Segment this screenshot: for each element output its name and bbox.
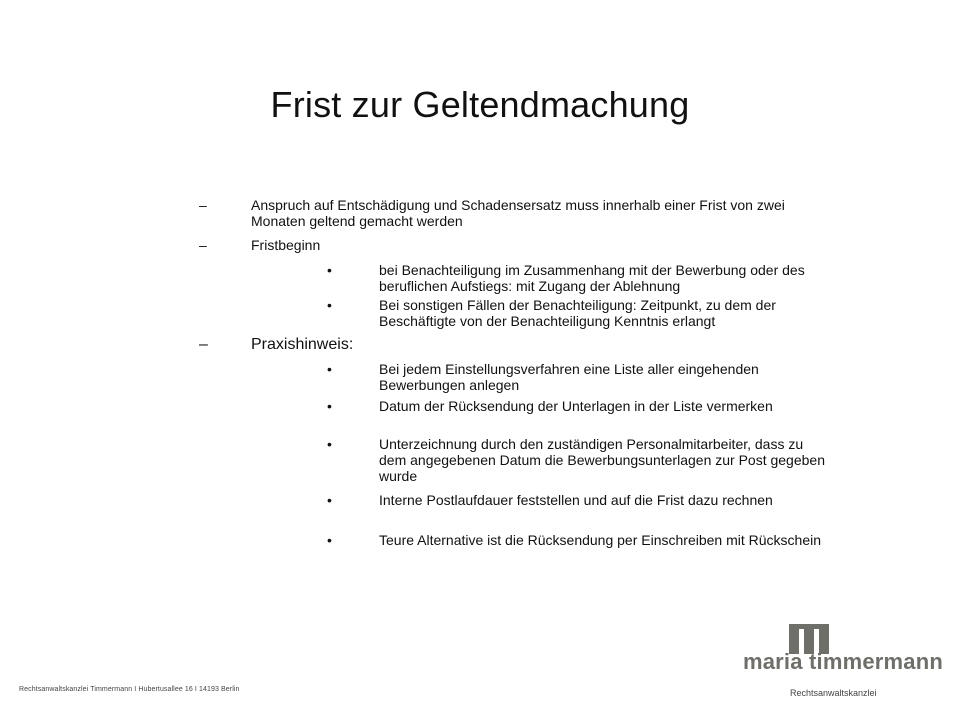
firm-logo (738, 622, 948, 682)
slide-title: Frist zur Geltendmachung (270, 84, 690, 125)
list-item-text: Fristbeginn (251, 237, 321, 253)
list-item-text: Anspruch auf Entschädigung und Schadensersatz muss innerhalb einer Frist von zwei Monaten geltend gemacht werden (251, 197, 785, 229)
sub-list-item-text: Bei jedem Einstellungsverfahren eine Liste aller eingehenden Bewerbungen anlegen (379, 361, 759, 393)
dash-marker: – (199, 336, 208, 353)
list-item-text: Praxishinweis: (251, 336, 354, 353)
sub-list-item-text: bei Benachteiligung im Zusammenhang mit der Bewerbung oder des beruflichen Aufstiegs: mit Zugang der Ablehnung (379, 262, 805, 294)
bullet-marker: • (327, 398, 332, 414)
bullet-marker: • (327, 297, 332, 313)
sub-list-item-text: Bei sonstigen Fällen der Benachteiligung: Zeitpunkt, zu dem der Beschäftigte von der Benachteiligung Kenntnis erlangt (379, 297, 776, 329)
sub-list-item-text: Teure Alternative ist die Rücksendung per Einschreiben mit Rückschein (379, 532, 822, 548)
bullet-marker: • (327, 436, 332, 452)
bullet-marker: • (327, 492, 332, 508)
bullet-marker: • (327, 532, 332, 548)
bullet-marker: • (327, 262, 332, 278)
footer-address: Rechtsanwaltskanzlei Timmermann I Hubertusallee 16 I 14193 Berlin (19, 686, 240, 693)
sub-list-item-text: Unterzeichnung durch den zuständigen Personalmitarbeiter, dass zu dem angegebenen Datum die Bewerbungsunterlagen zur Post gegeben wurde (379, 436, 825, 484)
sub-list-item-text: Datum der Rücksendung der Unterlagen in der Liste vermerken (379, 398, 773, 414)
bullet-marker: • (327, 361, 332, 377)
logo-wordmark: maria timmermann (742, 649, 944, 674)
sub-list-item-text: Interne Postlaufdauer feststellen und auf die Frist dazu rechnen (379, 492, 773, 508)
dash-marker: – (199, 197, 207, 213)
footer-firm-type: Rechtsanwaltskanzlei (790, 688, 877, 698)
dash-marker: – (199, 237, 207, 253)
